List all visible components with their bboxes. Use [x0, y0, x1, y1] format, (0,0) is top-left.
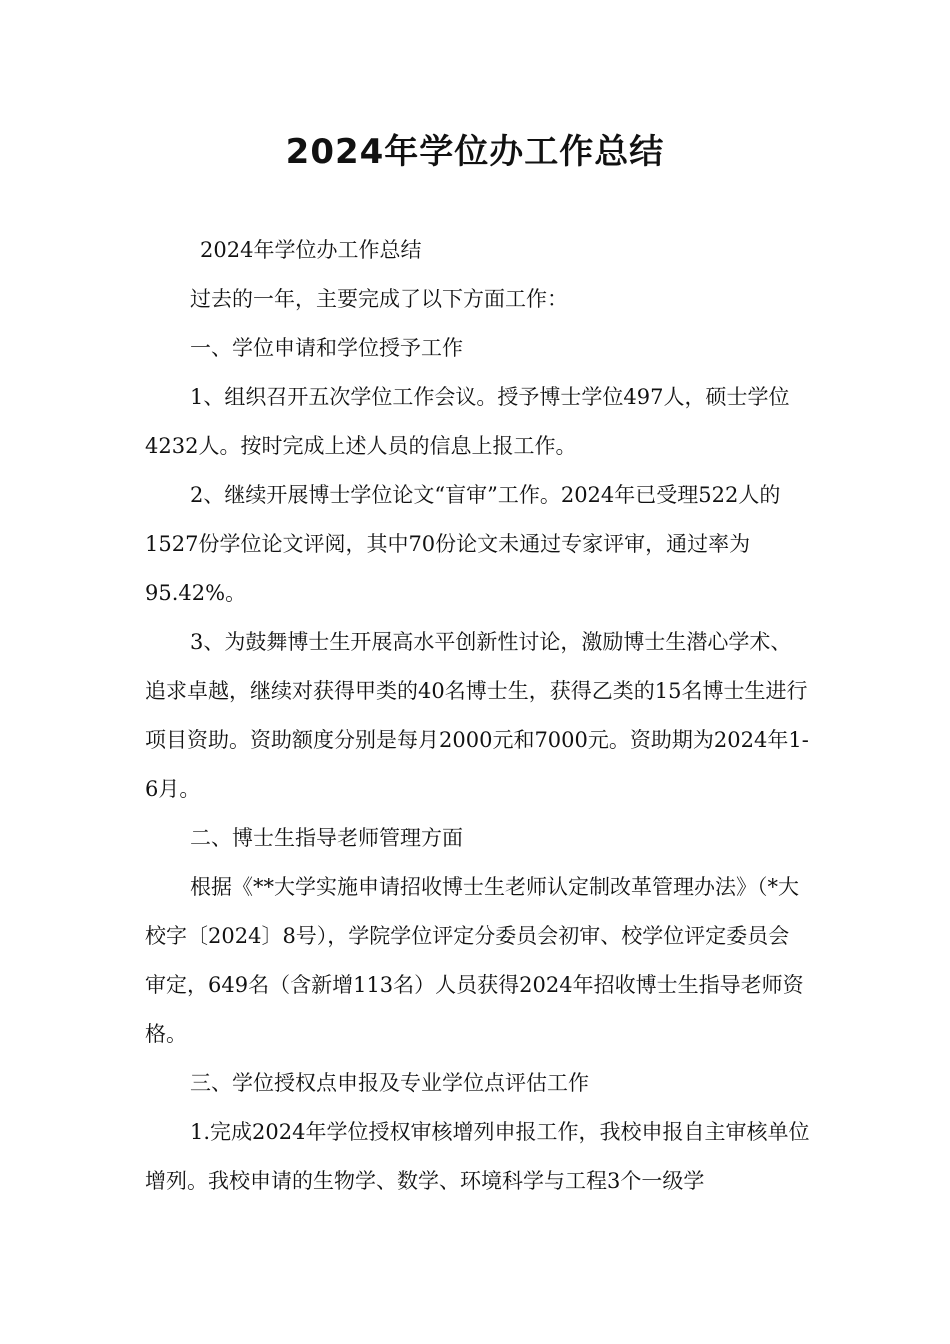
section-heading-2: 二、博士生指导老师管理方面: [190, 826, 463, 850]
paragraph-supervisor-management: 根据《**大学实施申请招收博士生老师认定制改革管理办法》（*大校字〔2024〕8号），学院学位评定分委员会初审、校学位评定委员会审定，649名（含新增113名）人员获得2024年招收博士生指导老师资格。: [145, 875, 804, 1046]
document-body: [145, 226, 810, 1206]
section-heading-1: 一、学位申请和学位授予工作: [190, 336, 463, 360]
subtitle-paragraph: 2024年学位办工作总结: [200, 238, 422, 262]
paragraph-item-1: 1、组织召开五次学位工作会议。授予博士学位497人，硕士学位4232人。按时完成上述人员的信息上报工作。: [145, 385, 790, 458]
paragraph-item-2: 2、继续开展博士学位论文“盲审”工作。2024年已受理522人的1527份学位论文评阅，其中70份论文未通过专家评审，通过率为95.42%。: [145, 483, 781, 605]
section-heading-3: 三、学位授权点申报及专业学位点评估工作: [190, 1071, 589, 1095]
paragraph-item-3: 3、为鼓舞博士生开展高水平创新性讨论，激励博士生潜心学术、追求卓越，继续对获得甲类的40名博士生，获得乙类的15名博士生进行项目资助。资助额度分别是每月2000元和7000元。资助期为2024年1-6月。: [145, 630, 809, 801]
document-title: 2024年学位办工作总结: [285, 132, 665, 172]
intro-paragraph: 过去的一年，主要完成了以下方面工作：: [190, 287, 568, 311]
paragraph-authorization-1: 1.完成2024年学位授权审核增列申报工作，我校申报自主审核单位增列。我校申请的生物学、数学、环境科学与工程3个一级学: [145, 1120, 810, 1193]
